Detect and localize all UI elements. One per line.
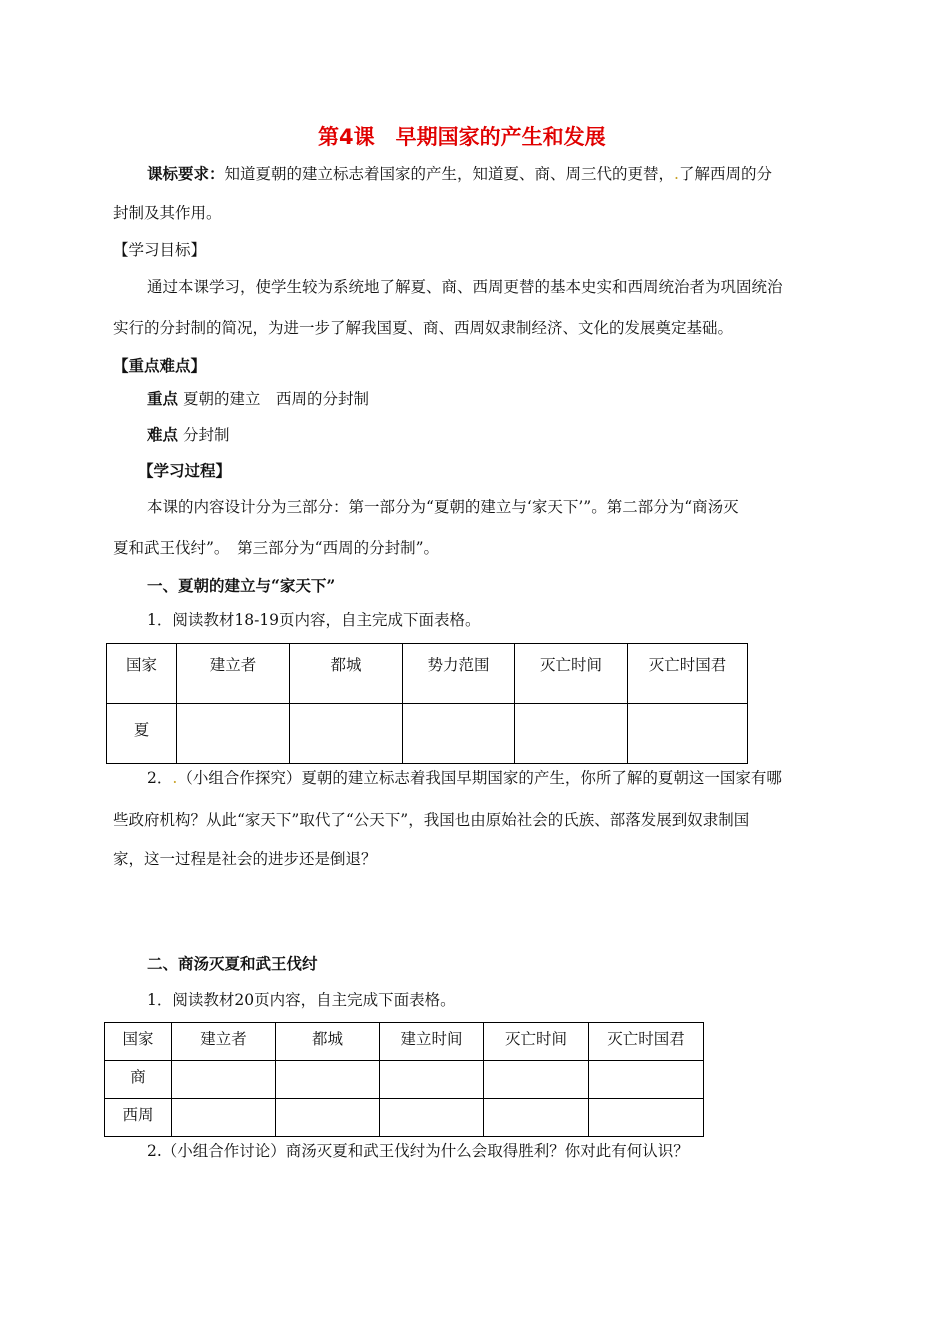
table-cell[interactable]	[484, 1061, 589, 1099]
header-cell: 建立时间	[380, 1023, 484, 1061]
keypoints-heading: 【重点难点】	[113, 356, 207, 375]
curriculum-text-line2: 封制及其作用。	[113, 204, 222, 222]
section1-q1: 1．阅读教材18-19页内容，自主完成下面表格。	[147, 611, 481, 629]
question-number: 2．	[147, 769, 173, 787]
table-row	[105, 1099, 704, 1137]
curriculum-label: 课标要求：	[147, 164, 225, 183]
section1-q2-line1	[147, 768, 782, 788]
table-cell[interactable]	[589, 1061, 704, 1099]
table-cell[interactable]	[177, 704, 290, 764]
table-cell[interactable]	[628, 704, 748, 764]
difficulty-label: 难点	[147, 425, 179, 444]
section2-q1: 1．阅读教材20页内容，自主完成下面表格。	[147, 991, 456, 1009]
table-header-row	[107, 644, 748, 704]
shang-zhou-table	[104, 1022, 704, 1137]
header-cell: 建立者	[172, 1023, 276, 1061]
table-cell[interactable]	[290, 704, 403, 764]
header-cell: 国家	[105, 1023, 172, 1061]
focus-text: 夏朝的建立 西周的分封制	[182, 390, 369, 408]
question-text: （小组合作探究）夏朝的建立标志着我国早期国家的产生，你所了解的夏朝这一国家有哪	[177, 769, 782, 787]
header-cell: 建立者	[177, 644, 290, 704]
curriculum-text-end: 了解西周的分	[678, 165, 772, 183]
table-cell[interactable]	[484, 1099, 589, 1137]
section1-q2-line3: 家，这一过程是社会的进步还是倒退？	[113, 850, 377, 868]
row-label-cell: 夏	[107, 704, 177, 764]
table-row	[105, 1061, 704, 1099]
xia-table	[106, 643, 748, 764]
header-cell: 都城	[290, 644, 403, 704]
process-text-line1: 本课的内容设计分为三部分：第一部分为“夏朝的建立与‘家天下’”。第二部分为“商汤灭	[147, 498, 739, 516]
curriculum-requirement	[147, 164, 772, 184]
section2-heading: 二、商汤灭夏和武王伐纣	[147, 954, 318, 973]
difficulty-row	[147, 425, 229, 445]
row-label-cell: 西周	[105, 1099, 172, 1137]
curriculum-text: 知道夏朝的建立标志着国家的产生，知道夏、商、周三代的更替，	[224, 165, 675, 183]
objectives-heading: 【学习目标】	[113, 241, 207, 259]
header-cell: 势力范围	[403, 644, 515, 704]
mark-dot: .	[172, 769, 178, 787]
table-cell[interactable]	[403, 704, 515, 764]
table-cell[interactable]	[276, 1099, 380, 1137]
table-header-row	[105, 1023, 704, 1061]
section1-heading: 一、夏朝的建立与“家天下”	[147, 576, 336, 595]
page-title: 第4课 早期国家的产生和发展	[318, 125, 606, 149]
process-text-line2: 夏和武王伐纣”。 第三部分为“西周的分封制”。	[113, 539, 440, 557]
table-cell[interactable]	[380, 1061, 484, 1099]
header-cell: 都城	[276, 1023, 380, 1061]
table-cell[interactable]	[589, 1099, 704, 1137]
row-label-cell: 商	[105, 1061, 172, 1099]
table-cell[interactable]	[276, 1061, 380, 1099]
header-cell: 灭亡时间	[515, 644, 628, 704]
mark-dot: .	[674, 165, 679, 183]
difficulty-text: 分封制	[182, 426, 230, 444]
process-heading: 【学习过程】	[138, 461, 232, 480]
header-cell: 灭亡时间	[484, 1023, 589, 1061]
objectives-text-line2: 实行的分封制的简况，为进一步了解我国夏、商、西周奴隶制经济、文化的发展奠定基础。	[113, 319, 734, 337]
header-cell: 灭亡时国君	[589, 1023, 704, 1061]
table-cell[interactable]	[172, 1099, 276, 1137]
objectives-text-line1: 通过本课学习，使学生较为系统地了解夏、商、西周更替的基本史实和西周统治者为巩固统治	[147, 278, 783, 296]
section1-q2-line2: 些政府机构？从此“家天下”取代了“公天下”，我国也由原始社会的氏族、部落发展到奴隶制国	[113, 811, 750, 829]
focus-row	[147, 389, 369, 409]
table-cell[interactable]	[380, 1099, 484, 1137]
section2-q2: 2.（小组合作讨论）商汤灭夏和武王伐纣为什么会取得胜利？你对此有何认识？	[147, 1142, 689, 1160]
table-cell[interactable]	[515, 704, 628, 764]
table-cell[interactable]	[172, 1061, 276, 1099]
header-cell: 灭亡时国君	[628, 644, 748, 704]
focus-label: 重点	[147, 389, 179, 408]
header-cell: 国家	[107, 644, 177, 704]
table-row	[107, 704, 748, 764]
